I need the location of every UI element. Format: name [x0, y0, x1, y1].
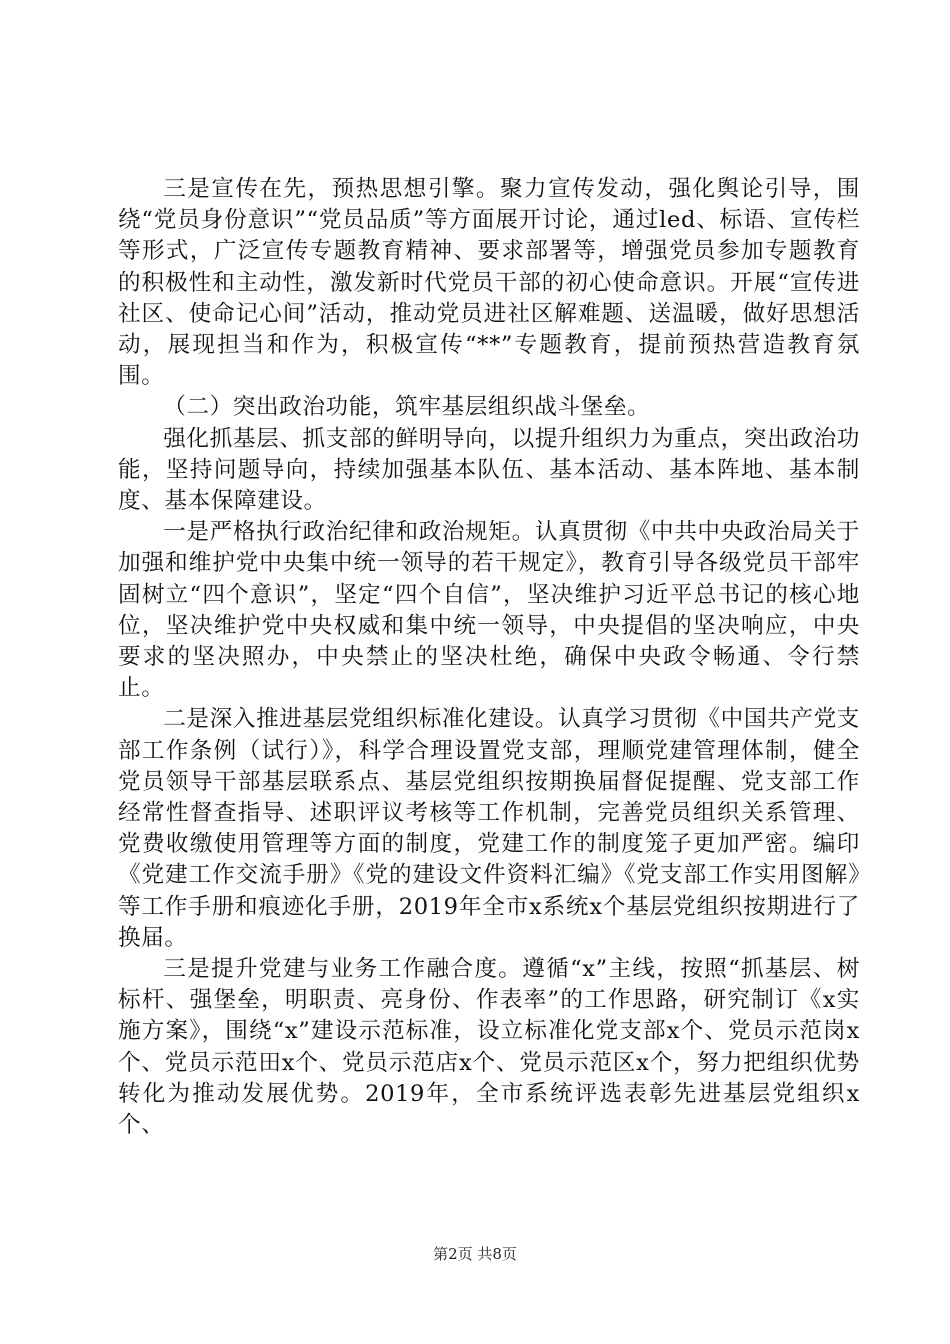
paragraph-integration: 三是提升党建与业务工作融合度。遵循“x”主线，按照“抓基层、树标杆、强堡垒，明职责、亮身份、作表率”的工作思路，研究制订《x实施方案》，围绕“x”建设示范标准，设立标准化党支部x个、党员示范岗x个、党员示范田x个、党员示范店x个、党员示范区x个，努力把组织优势转化为推动发展优势。2019年，全市系统评选表彰先进基层党组织x个、 [118, 956, 860, 1139]
page-number-footer: 第2页 共8页 [433, 1245, 517, 1263]
paragraph-publicity: 三是宣传在先，预热思想引擎。聚力宣传发动，强化舆论引导，围绕“党员身份意识”“党员品质”等方面展开讨论，通过led、标语、宣传栏等形式，广泛宣传专题教育精神、要求部署等，增强党员参加专题教育的积极性和主动性，激发新时代党员干部的初心使命意识。开展“宣传进社区、使命记心间”活动，推动党员进社区解难题、送温暖，做好思想活动，展现担当和作为，积极宣传“**”专题教育，提前预热营造教育氛围。 [118, 176, 860, 390]
document-body [118, 174, 860, 1141]
paragraph-standardization: 二是深入推进基层党组织标准化建设。认真学习贯彻《中国共产党支部工作条例（试行）》，科学合理设置党支部，理顺党建管理体制，健全党员领导干部基层联系点、基层党组织按期换届督促提醒、党支部工作经常性督查指导、述职评议考核等工作机制，完善党员组织关系管理、党费收缴使用管理等方面的制度，党建工作的制度笼子更加严密。编印《党建工作交流手册》《党的建设文件资料汇编》《党支部工作实用图解》等工作手册和痕迹化手册，2019年全市x系统x个基层党组织按期进行了换届。 [118, 706, 860, 951]
paragraph-political-discipline: 一是严格执行政治纪律和政治规矩。认真贯彻《中共中央政治局关于加强和维护党中央集中统一领导的若干规定》，教育引导各级党员干部牢固树立“四个意识”，坚定“四个自信”，坚决维护习近平总书记的核心地位，坚决维护党中央权威和集中统一领导，中央提倡的坚决响应，中央要求的坚决照办，中央禁止的坚决杜绝，确保中央政令畅通、令行禁止。 [118, 519, 860, 702]
paragraph-grassroots-orientation: 强化抓基层、抓支部的鲜明导向，以提升组织力为重点，突出政治功能，坚持问题导向，持续加强基本队伍、基本活动、基本阵地、基本制度、基本保障建设。 [118, 425, 860, 515]
section-heading-political-function: （二）突出政治功能，筑牢基层组织战斗堡垒。 [163, 394, 651, 421]
